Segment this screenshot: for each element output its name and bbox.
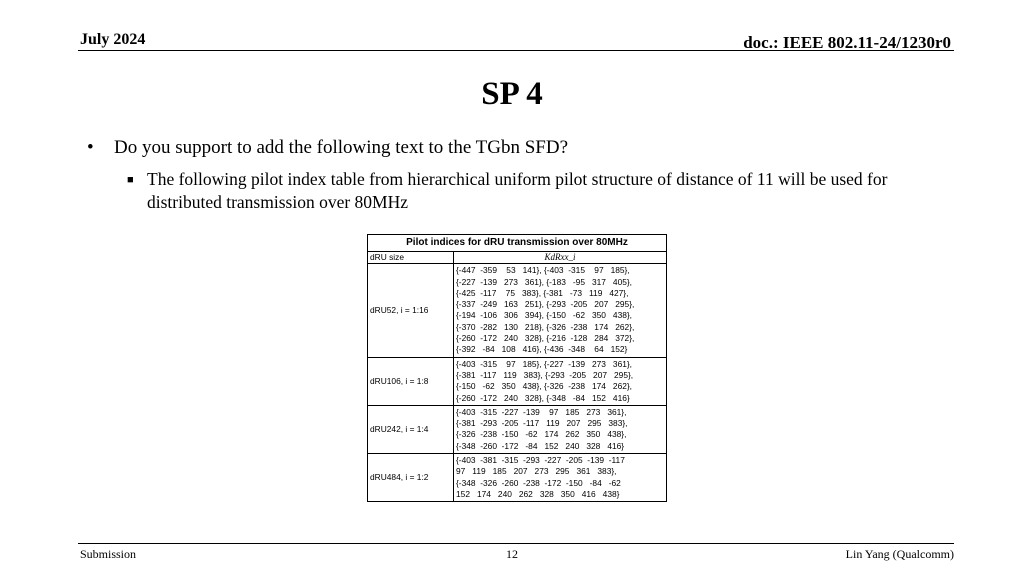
header-date: July 2024 bbox=[80, 31, 146, 48]
pilot-indices-cell bbox=[454, 264, 667, 357]
pilot-indices-cell bbox=[454, 454, 667, 502]
pilot-indices-line: {-403 -381 -315 -293 -227 -205 -139 -117 bbox=[456, 455, 625, 466]
bullet-dot-icon: • bbox=[87, 137, 94, 158]
pilot-indices-line: {-326 -238 -150 -62 174 262 350 438}, bbox=[456, 429, 627, 440]
pilot-indices-line: {-370 -282 130 218}, {-326 -238 174 262}, bbox=[456, 321, 635, 332]
pilot-indices-line: {-194 -106 306 394}, {-150 -62 350 438}, bbox=[456, 310, 633, 321]
dru-size-cell: dRU52, i = 1:16 bbox=[368, 264, 454, 357]
pilot-indices-line: {-447 -359 53 141}, {-403 -315 97 185}, bbox=[456, 265, 630, 276]
pilot-indices-line: 97 119 185 207 273 295 361 383}, bbox=[456, 466, 617, 477]
column-header-indices: KdRxx_i bbox=[454, 252, 667, 264]
header-divider bbox=[78, 50, 954, 51]
column-header-size: dRU size bbox=[368, 252, 454, 264]
table-header-row bbox=[368, 252, 667, 264]
bullet-level1-text: Do you support to add the following text to the TGbn SFD? bbox=[114, 137, 569, 158]
pilot-indices-line: 152 174 240 262 328 350 416 438} bbox=[456, 488, 620, 499]
pilot-indices-line: {-403 -315 97 185}, {-227 -139 273 361}, bbox=[456, 358, 633, 369]
table-caption-row bbox=[368, 235, 667, 252]
pilot-indices-line: {-337 -249 163 251}, {-293 -205 207 295}, bbox=[456, 299, 635, 310]
pilot-index-table bbox=[367, 234, 667, 502]
table-caption: Pilot indices for dRU transmission over 80MHz bbox=[368, 235, 667, 252]
dru-size-cell: dRU242, i = 1:4 bbox=[368, 405, 454, 453]
pilot-indices-line: {-392 -84 108 416}, {-436 -348 64 152} bbox=[456, 344, 628, 355]
header-doc-id: doc.: IEEE 802.11-24/1230r0 bbox=[743, 33, 951, 52]
dru-size-cell: dRU484, i = 1:2 bbox=[368, 454, 454, 502]
pilot-indices-line: {-348 -260 -172 -84 152 240 328 416} bbox=[456, 440, 625, 451]
pilot-indices-line: {-260 -172 240 328}, {-216 -128 284 372}, bbox=[456, 333, 635, 344]
square-bullet-icon: ■ bbox=[127, 174, 134, 186]
footer-submission: Submission bbox=[80, 547, 137, 561]
footer-divider bbox=[78, 543, 954, 544]
dru-size-cell: dRU106, i = 1:8 bbox=[368, 357, 454, 405]
slide-title: SP 4 bbox=[481, 76, 543, 112]
pilot-indices-line: {-260 -172 240 328}, {-348 -84 152 416} bbox=[456, 392, 630, 403]
table-row bbox=[368, 357, 667, 405]
pilot-indices-line: {-227 -139 273 361}, {-183 -95 317 405}, bbox=[456, 276, 633, 287]
footer-author: Lin Yang (Qualcomm) bbox=[845, 547, 954, 561]
table-row bbox=[368, 454, 667, 502]
pilot-indices-line: {-381 -293 -205 -117 119 207 295 383}, bbox=[456, 418, 628, 429]
pilot-indices-line: {-150 -62 350 438}, {-326 -238 174 262}, bbox=[456, 381, 633, 392]
pilot-indices-line: {-403 -315 -227 -139 97 185 273 361}, bbox=[456, 406, 627, 417]
bullet-level2-text: The following pilot index table from hierarchical uniform pilot structure of distance of 11 will be used for distributed transmission over 80MHz bbox=[147, 169, 888, 212]
pilot-indices-line: {-425 -117 75 383}, {-381 -73 119 427}, bbox=[456, 287, 629, 298]
table-row bbox=[368, 264, 667, 357]
pilot-indices-cell bbox=[454, 405, 667, 453]
table-row bbox=[368, 405, 667, 453]
pilot-indices-line: {-348 -326 -260 -238 -172 -150 -84 -62 bbox=[456, 477, 621, 488]
page-number: 12 bbox=[506, 547, 518, 561]
pilot-indices-line: {-381 -117 119 383}, {-293 -205 207 295}, bbox=[456, 369, 634, 380]
pilot-indices-cell bbox=[454, 357, 667, 405]
